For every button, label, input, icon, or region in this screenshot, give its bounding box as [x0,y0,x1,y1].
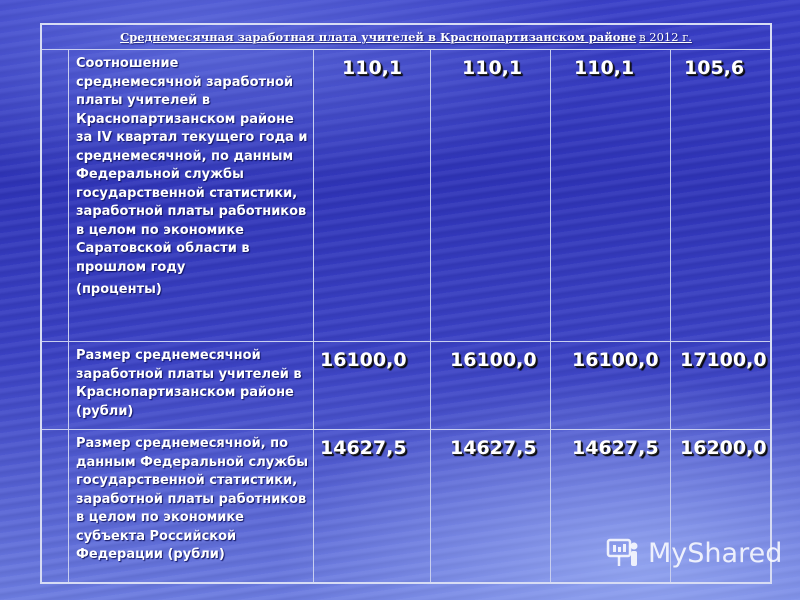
table-cell-value: 16100,0 [572,349,659,371]
table-cell-value: 14627,5 [572,437,659,459]
table-title-year: в 2012 г. [639,30,692,44]
grid-line [313,49,314,582]
table-cell-value: 105,6 [684,57,745,79]
table-cell-value: 110,1 [462,57,523,79]
grid-line [430,49,431,582]
presentation-board-icon [606,536,640,570]
watermark [606,536,782,570]
table-cell-value: 16100,0 [320,349,407,371]
watermark-text: MyShared [648,537,783,569]
grid-line [550,49,551,582]
grid-line [42,341,770,342]
table-title [42,25,770,50]
table-cell-value: 14627,5 [450,437,537,459]
table-cell-value: 14627,5 [320,437,407,459]
table-cell-value: 16100,0 [450,349,537,371]
table-row-label: Размер среднемесячной заработной платы учителей в Краснопартизанском районе (рубли) [76,348,302,419]
row-label-unit: (проценты) [76,282,162,297]
table-cell-value: 110,1 [574,57,635,79]
table-cell-value: 16200,0 [680,437,767,459]
table-title-main: Среднемесячная заработная плата учителей в Краснопартизанском районе [120,30,637,44]
grid-line [68,49,69,582]
table-row-label [76,55,308,300]
grid-line [42,429,770,430]
table-row-label: Размер среднемесячной, по данным Федеральной службы государственной статистики, заработной платы работников в целом по экономике субъекта Российской Федерации (рубли) [76,436,309,562]
row-label-text: Соотношение среднемесячной заработной платы учителей в Краснопартизанском районе за IV квартал текущего года и среднемесячной, по данным Федеральной службы государственной статистики, заработной платы работников в целом по экономике Саратовской области в прошлом году [76,56,308,275]
grid-line [670,49,671,582]
data-table [40,23,772,584]
table-cell-value: 17100,0 [680,349,767,371]
table-cell-value: 110,1 [342,57,403,79]
